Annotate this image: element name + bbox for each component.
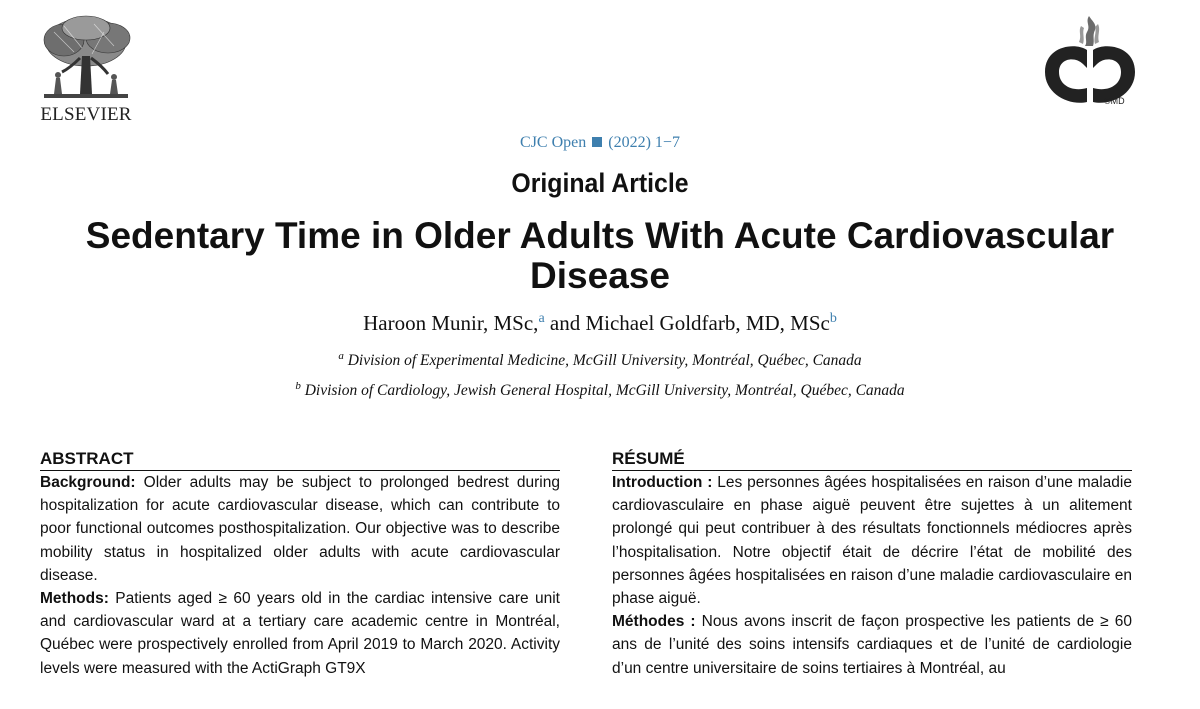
elsevier-tree-icon bbox=[34, 12, 138, 104]
methods-text: Patients aged ≥ 60 years old in the cardiac intensive care unit and cardiovascular ward at a tertiary care academic centre in Montréal, Québec were prospectively enrolled from April 2019 to March 2020. Activity levels were measured with the ActiGraph GT9X bbox=[40, 590, 560, 677]
resume-introduction bbox=[612, 471, 1132, 610]
square-separator-icon bbox=[592, 137, 602, 147]
abstract-column bbox=[40, 448, 560, 680]
author-connector: and bbox=[544, 311, 586, 335]
affiliation-b-text: Division of Cardiology, Jewish General Hospital, McGill University, Montréal, Québec, Canada bbox=[300, 382, 905, 400]
elsevier-logo bbox=[34, 12, 138, 128]
methodes-label: Méthodes : bbox=[612, 613, 696, 631]
journal-name: CJC Open bbox=[520, 134, 587, 151]
affiliation-a-marker: a bbox=[338, 350, 344, 362]
author-2-affil-link[interactable]: b bbox=[829, 311, 837, 326]
cjc-logo bbox=[1035, 12, 1145, 112]
resume-heading: RÉSUMÉ bbox=[612, 448, 1132, 471]
journal-citation bbox=[0, 134, 1200, 152]
article-type: Original Article bbox=[511, 168, 689, 198]
author-line bbox=[0, 311, 1200, 336]
journal-volume: (2022) 1−7 bbox=[608, 134, 680, 151]
article-title: Sedentary Time in Older Adults With Acute Cardiovascular Disease bbox=[85, 215, 1115, 296]
abstract-background bbox=[40, 471, 560, 587]
publisher-name: ELSEVIER bbox=[40, 104, 132, 125]
heart-logo-icon bbox=[1035, 12, 1145, 112]
abstract-methods bbox=[40, 587, 560, 680]
author-1-affil-link[interactable]: a bbox=[538, 311, 545, 326]
introduction-text: Les personnes âgées hospitalisées en raison d’une maladie cardiovasculaire en phase aiguë peuvent être sujettes à un alitement prolongé qui peut contribuer à des résultats fonctionnels médiocres après l’hospitalisation. Notre objectif était de décrire l’état de mobilité des personnes âgées hospitalisées en raison d’une maladie cardiovasculaire en phase aiguë. bbox=[612, 474, 1132, 608]
background-text: Older adults may be subject to prolonged bedrest during hospitalization for acute cardiovascular disease, which can contribute to poor functional outcomes posthospitalization. Our objective was to describe mobility status in hospitalized older adults with acute cardiovascular disease. bbox=[40, 474, 560, 584]
resume-methodes bbox=[612, 610, 1132, 680]
methodes-text: Nous avons inscrit de façon prospective les patients de ≥ 60 ans de l’unité des soins intensifs cardiaques et de l’unité de cardiologie d’un centre universitaire de soins tertiaires à Montréal, au bbox=[612, 613, 1133, 677]
introduction-label: Introduction : bbox=[612, 474, 713, 491]
affiliation-a bbox=[0, 350, 1200, 370]
author-2: Michael Goldfarb, MD, MSc bbox=[585, 311, 830, 335]
affiliation-b-marker: b bbox=[295, 380, 301, 392]
methods-label: Methods: bbox=[40, 590, 109, 608]
resume-column bbox=[612, 448, 1132, 680]
affiliation-a-text: Division of Experimental Medicine, McGill University, Montréal, Québec, Canada bbox=[343, 352, 862, 370]
affiliation-b bbox=[0, 380, 1200, 400]
registered-mark: ®MD bbox=[1104, 96, 1125, 106]
background-label: Background: bbox=[40, 474, 136, 491]
author-1: Haroon Munir, MSc, bbox=[363, 311, 539, 335]
abstract-heading: ABSTRACT bbox=[40, 448, 560, 471]
